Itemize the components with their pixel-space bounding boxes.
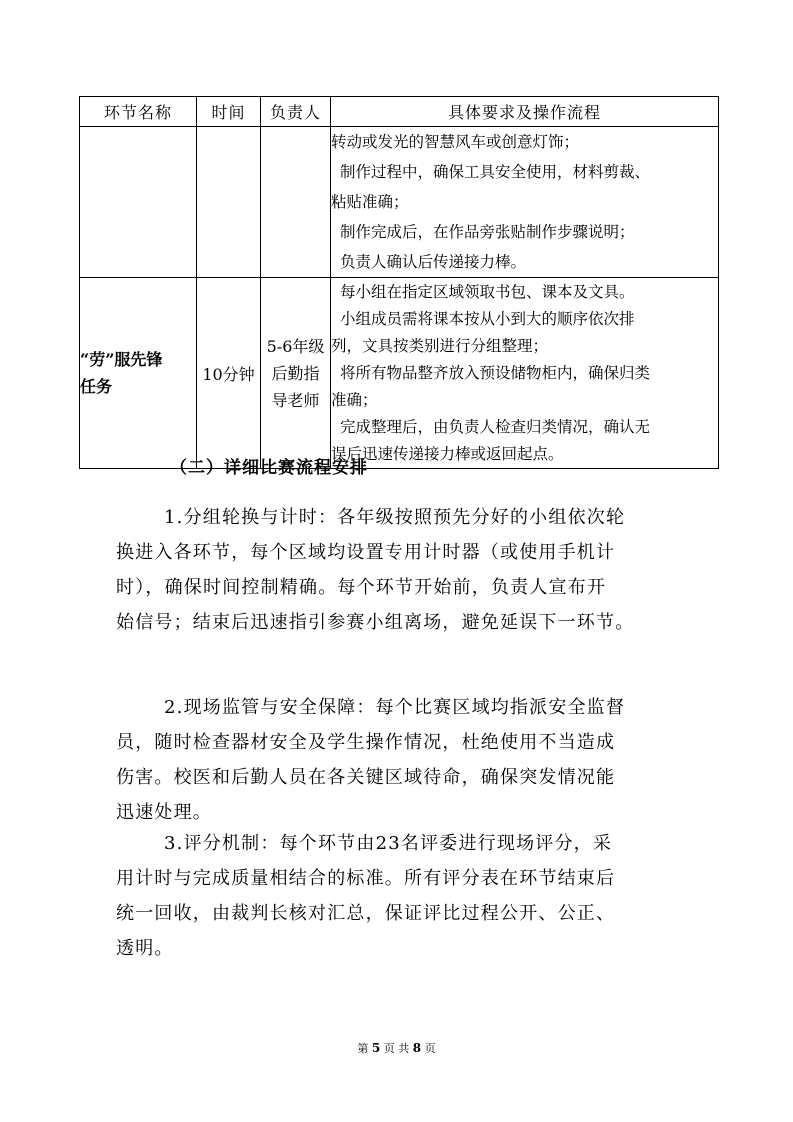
- footer-middle: 页 共: [383, 1042, 410, 1055]
- paragraph-line: 始信号；结束后迅速指引参赛小组离场，避免延误下一环节。: [116, 612, 635, 633]
- stage-name-cell: [80, 127, 197, 278]
- stage-name-line: “劳”服先锋: [80, 350, 163, 369]
- paragraph-scoring: [116, 826, 716, 966]
- requirement-line: 转动或发光的智慧风车或创意灯饰；: [331, 133, 580, 151]
- owner-line: 导老师: [271, 390, 320, 410]
- table-row: [80, 278, 719, 469]
- requirement-line: 误后迅速传递接力棒或返回起点。: [331, 445, 564, 463]
- requirement-line: 小组成员需将课本按从小到大的顺序依次排: [340, 310, 635, 328]
- owner-line: 后勤指: [271, 363, 320, 383]
- header-requirements: 具体要求及操作流程: [331, 97, 719, 127]
- paragraph-line: 2.现场监管与安全保障：每个比赛区域均指派安全监督: [164, 697, 626, 718]
- paragraph-line: 迅速处理。: [116, 802, 212, 823]
- time-cell: [197, 127, 261, 278]
- owner-cell: [261, 278, 331, 469]
- page-footer: [0, 1040, 793, 1056]
- paragraph-line: 统一回收，由裁判长核对汇总，保证评比过程公开、公正、: [116, 903, 616, 924]
- requirement-line: 粘贴准确；: [331, 193, 409, 211]
- requirement-line: 负责人确认后传递接力棒。: [340, 253, 527, 271]
- requirement-line: 将所有物品整齐放入预设储物柜内，确保归类: [340, 364, 651, 382]
- requirements-cell: [331, 127, 719, 278]
- stage-name-cell: [80, 278, 197, 469]
- time-cell: 10分钟: [197, 278, 261, 469]
- paragraph-line: 透明。: [116, 938, 174, 959]
- requirement-line: 列，文具按类别进行分组整理；: [331, 337, 549, 355]
- requirement-line: 制作过程中，确保工具安全使用，材料剪裁、: [340, 163, 651, 181]
- footer-prefix: 第: [357, 1042, 369, 1055]
- owner-line: 5-6年级: [266, 336, 325, 356]
- current-page-number: 5: [371, 1041, 381, 1055]
- paragraph-line: 用计时与完成质量相结合的标准。所有评分表在环节结束后: [116, 868, 616, 889]
- requirement-line: 每小组在指定区域领取书包、课本及文具。: [340, 283, 635, 301]
- total-page-count: 8: [412, 1041, 422, 1055]
- table-header-row: [80, 97, 719, 127]
- paragraph-supervision-safety: [116, 690, 716, 830]
- paragraph-line: 时），确保时间控制精确。每个环节开始前，负责人宣布开: [116, 577, 607, 598]
- paragraph-line: 员，随时检查器材安全及学生操作情况，杜绝使用不当造成: [116, 732, 616, 753]
- owner-cell: [261, 127, 331, 278]
- activity-table: [79, 96, 719, 469]
- requirement-line: 完成整理后，由负责人检查归类情况，确认无: [340, 418, 651, 436]
- stage-name-line: 任务: [80, 377, 113, 396]
- header-stage-name: 环节名称: [80, 97, 197, 127]
- requirement-line: 制作完成后，在作品旁张贴制作步骤说明；: [340, 223, 635, 241]
- header-owner: 负责人: [261, 97, 331, 127]
- paragraph-line: 伤害。校医和后勤人员在各关键区域待命，确保突发情况能: [116, 767, 616, 788]
- footer-suffix: 页: [424, 1042, 436, 1055]
- paragraph-grouping-timing: [116, 500, 716, 640]
- table-row: [80, 127, 719, 278]
- paragraph-line: 1.分组轮换与计时：各年级按照预先分好的小组依次轮: [164, 507, 626, 528]
- requirement-line: 准确；: [331, 391, 378, 409]
- section-title: （二）详细比赛流程安排: [170, 458, 368, 478]
- paragraph-line: 换进入各环节，每个区域均设置专用计时器（或使用手机计: [116, 542, 616, 563]
- paragraph-line: 3.评分机制：每个环节由23名评委进行现场评分，采: [164, 833, 613, 854]
- header-time: 时间: [197, 97, 261, 127]
- requirements-cell: [331, 278, 719, 469]
